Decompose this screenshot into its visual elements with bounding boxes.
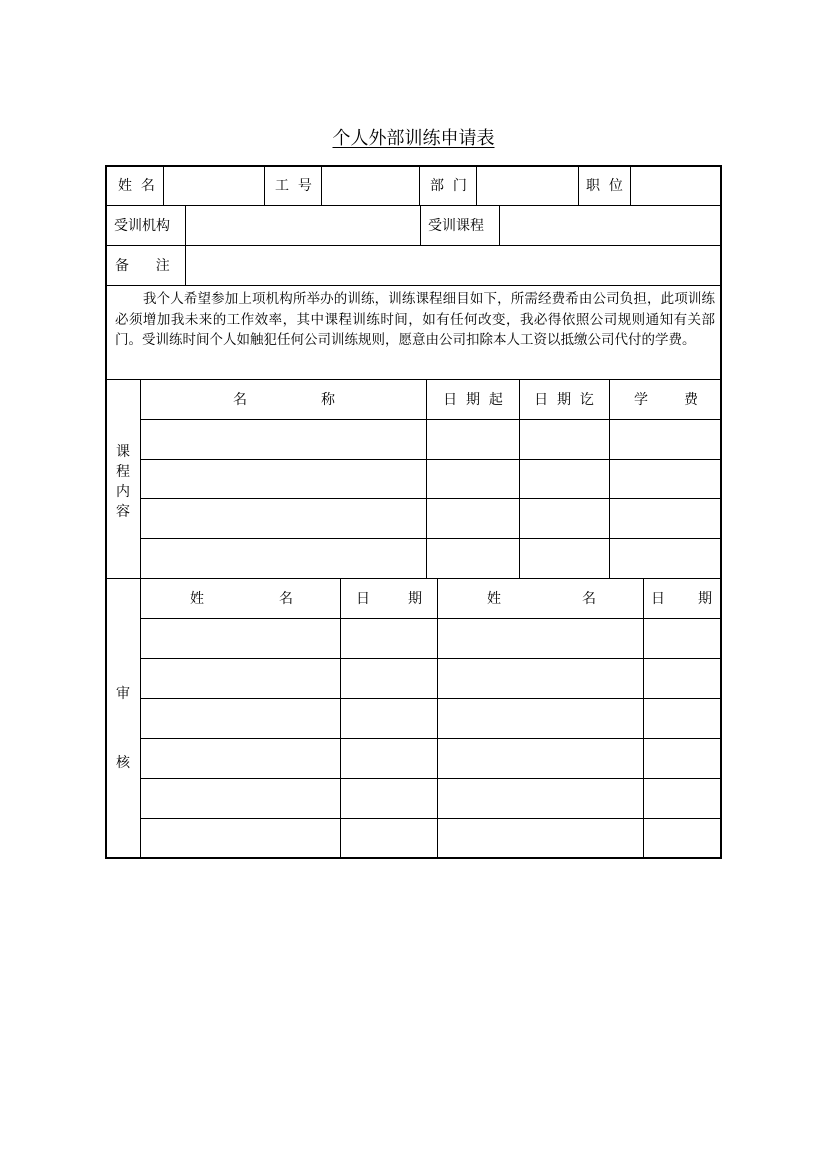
review-date-header-b: 期 — [408, 591, 422, 607]
training-application-form — [105, 165, 722, 859]
department-label: 部 门 — [430, 178, 467, 194]
institution-label: 受训机构 — [114, 218, 170, 234]
position-label: 职 位 — [586, 178, 623, 194]
course-label: 受训课程 — [428, 218, 484, 234]
reviewer-name-header-a: 姓 — [190, 591, 204, 607]
col-divider — [163, 167, 164, 205]
employee-number-label: 工 号 — [275, 178, 312, 194]
row-divider — [107, 205, 720, 206]
row-divider — [140, 498, 720, 499]
col-divider — [420, 205, 421, 245]
review-date-header-a: 日 — [651, 591, 665, 607]
fee-header-a: 学 — [634, 392, 648, 408]
course-name-header-b: 称 — [321, 392, 335, 408]
row-divider — [107, 578, 720, 579]
reviewer-name-header-b: 名 — [279, 591, 293, 607]
row-divider — [140, 778, 720, 779]
start-date-header: 日 期 起 — [443, 392, 503, 408]
col-divider — [140, 379, 141, 859]
col-divider — [519, 379, 520, 578]
row-divider — [140, 538, 720, 539]
remarks-label: 备 注 — [115, 258, 170, 274]
review-label-bottom: 核 — [116, 755, 130, 771]
name-label: 姓 名 — [118, 178, 155, 194]
reviewer-name-header-b: 名 — [582, 591, 596, 607]
col-divider — [340, 578, 341, 859]
col-divider — [185, 205, 186, 285]
review-date-header-b: 期 — [698, 591, 712, 607]
col-divider — [578, 167, 579, 205]
col-divider — [643, 578, 644, 859]
row-divider — [107, 379, 720, 380]
fee-header-b: 费 — [684, 392, 698, 408]
row-divider — [140, 419, 720, 420]
course-content-label: 课 程 内 容 — [116, 444, 130, 520]
review-date-header-a: 日 — [356, 591, 370, 607]
col-divider — [426, 379, 427, 578]
row-divider — [140, 738, 720, 739]
reviewer-name-header-a: 姓 — [487, 591, 501, 607]
col-divider — [321, 167, 322, 205]
col-divider — [609, 379, 610, 578]
col-divider — [264, 167, 265, 205]
end-date-header: 日 期 讫 — [534, 392, 594, 408]
row-divider — [140, 618, 720, 619]
col-divider — [630, 167, 631, 205]
course-name-header-a: 名 — [233, 392, 247, 408]
row-divider — [140, 818, 720, 819]
row-divider — [140, 658, 720, 659]
review-label-top: 审 — [116, 686, 130, 702]
form-title: 个人外部训练申请表 — [332, 128, 495, 149]
col-divider — [499, 205, 500, 245]
col-divider — [419, 167, 420, 205]
row-divider — [140, 459, 720, 460]
col-divider — [476, 167, 477, 205]
row-divider — [107, 285, 720, 286]
col-divider — [437, 578, 438, 859]
applicant-statement: 我个人希望参加上项机构所举办的训练，训练课程细目如下，所需经费希由公司负担，此项训练必须增加我未来的工作效率，其中课程训练时间，如有任何改变，我必得依照公司规则通知有关部门。受训练时间个人如触犯任何公司训练规则，愿意由公司扣除本人工资以抵缴公司代付的学费。 — [115, 291, 715, 348]
row-divider — [140, 698, 720, 699]
row-divider — [107, 245, 720, 246]
